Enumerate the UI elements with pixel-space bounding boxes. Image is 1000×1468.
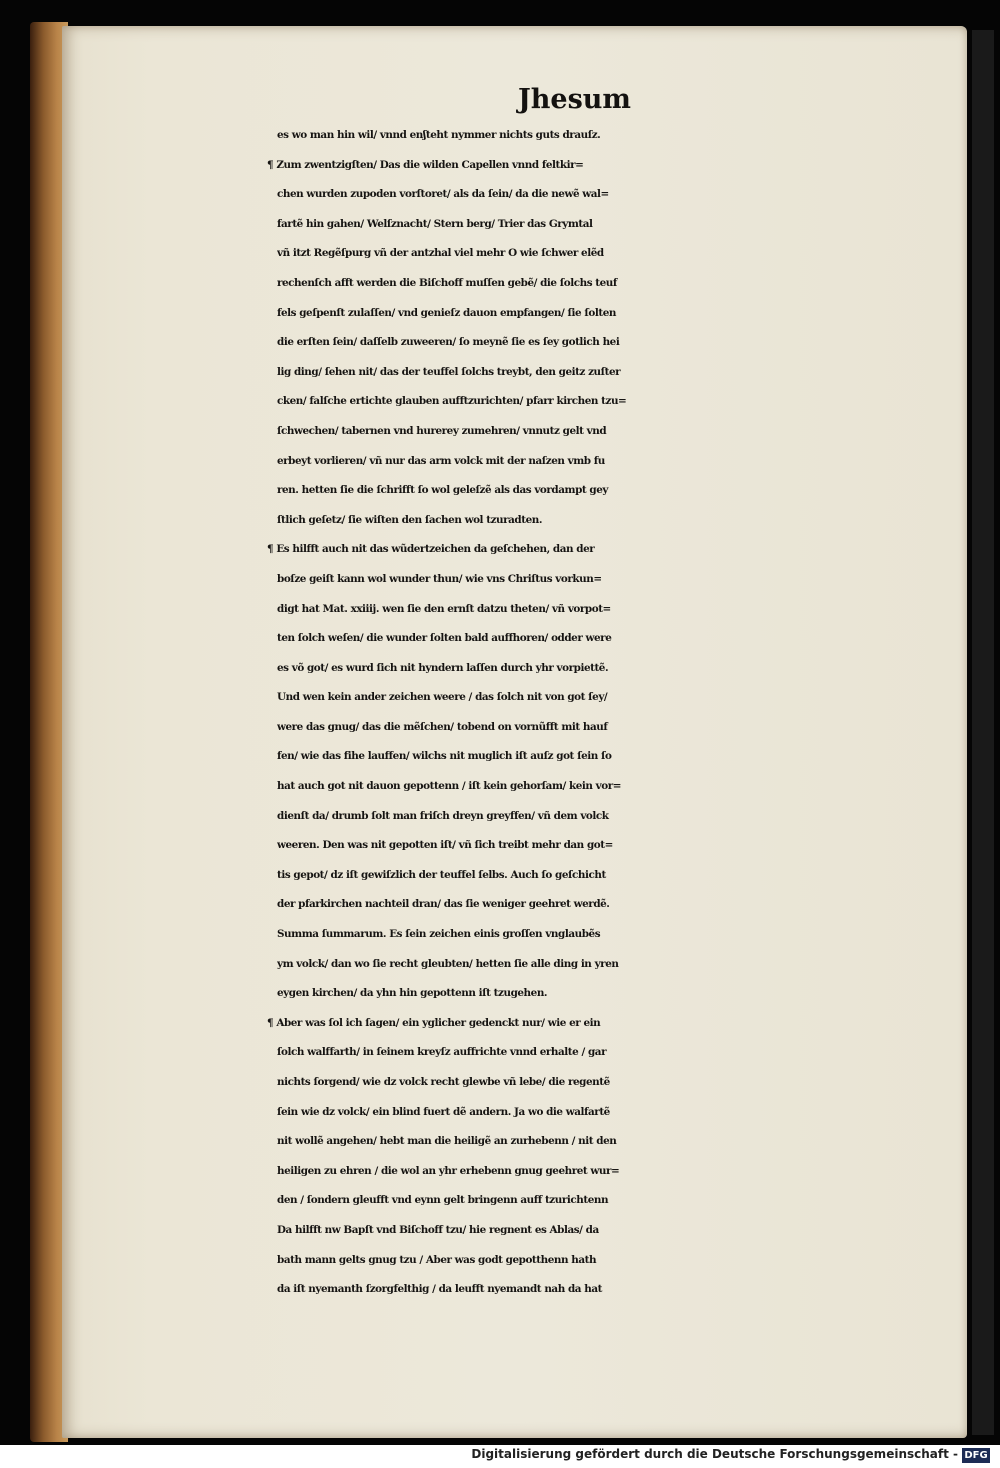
text-line: lig ding/ ſehen nit/ das der teuffel ſolchs treybt, den geitz zuſter: [277, 365, 621, 378]
text-line: ren. hetten ſie die ſchrifft ſo wol geleſzẽ als das vordampt gey: [277, 484, 608, 497]
text-line: es võ got/ es wurd ſich nit hyndern laſſen durch yhr vorpiettẽ.: [277, 661, 609, 674]
dfg-logo: DFG: [962, 1448, 990, 1463]
text-block: [267, 121, 1000, 1305]
text-line: digt hat Mat. xxiiij. wen ſie den ernſt datzu theten/ vñ vorpot=: [277, 602, 611, 615]
footer-bar: [0, 1445, 1000, 1468]
text-line: vñ itzt Regẽſpurg vñ der antzhal viel mehr O wie ſchwer elẽd: [277, 247, 604, 260]
text-line: fels geſpenſt zulaſſen/ vnd genieſz dauon empfangen/ ſie ſolten: [277, 306, 616, 319]
text-line: tis gepot/ dz iſt gewiſzlich der teuffel ſelbs. Auch ſo geſchicht: [277, 868, 606, 881]
text-line: ym volck/ dan wo ſie recht gleubten/ hetten ſie alle ding in yren: [277, 957, 619, 970]
text-line: ten ſolch weſen/ die wunder ſolten bald auffhoren/ odder were: [277, 632, 612, 645]
text-line: hat auch got nit dauon gepottenn / iſt kein gehorſam/ kein vor=: [277, 780, 622, 793]
text-line: nit wollẽ angehen/ hebt man die heiligẽ an zurhebenn / nit den: [277, 1135, 617, 1148]
text-line: Und wen kein ander zeichen weere / das ſolch nit von got ſey/: [277, 691, 608, 704]
text-line: Da hilfft nw Bapſt vnd Biſchoff tzu/ hie regnent es Ablas/ da: [277, 1223, 599, 1236]
text-line: ¶ Zum zwentzigſten/ Das die wilden Capellen vnnd feltkir=: [267, 158, 584, 171]
text-line: den / ſondern gleufft vnd eynn gelt bringenn auff tzurichtenn: [277, 1194, 609, 1207]
text-line: weeren. Den was nit gepotten iſt/ vñ ſich treibt mehr dan got=: [277, 839, 613, 852]
text-line: fen/ wie das fihe lauffen/ wilchs nit muglich iſt auſz got ſein ſo: [277, 750, 612, 763]
text-line: Summa ſummarum. Es ſein zeichen einis groſſen vnglaubẽs: [277, 928, 601, 941]
text-line: ¶ Aber was ſol ich ſagen/ ein yglicher gedenckt nur/ wie er ein: [267, 1016, 601, 1029]
text-line: rechenſch afft werden die Biſchoff muſſen gebẽ/ die ſolchs teuf: [277, 276, 617, 289]
text-line: da iſt nyemanth ſzorgfelthig / da leufft nyemandt nah da hat: [277, 1283, 602, 1296]
text-line: der pfarkirchen nachteil dran/ das ſie weniger geehret werdẽ.: [277, 898, 610, 911]
text-line: heiligen zu ehren / die wol an yhr erhebenn gnug geehret wur=: [277, 1164, 620, 1177]
text-line: dienſt da/ drumb ſolt man friſch dreyn greyffen/ vñ dem volck: [277, 809, 609, 822]
text-line: die erſten ſein/ daſſelb zuweeren/ ſo meynẽ ſie es ſey gotlich hei: [277, 336, 620, 349]
text-line: boſze geiſt kann wol wunder thun/ wie vns Chriſtus vorkun=: [277, 572, 602, 585]
book-page: [62, 26, 967, 1438]
text-line: cken/ falſche ertichte glauben aufftzurichten/ pfarr kirchen tzu=: [277, 395, 627, 408]
text-line: es wo man hin wil/ vnnd enʃteht nymmer nichts guts drauſz.: [277, 129, 601, 141]
text-line: were das gnug/ das die mẽſchen/ tobend on vornũfft mit hauf: [277, 720, 608, 733]
text-line: eygen kirchen/ da yhn hin gepottenn iſt tzugehen.: [277, 987, 548, 1000]
text-line: nichts ſorgend/ wie dz volck recht glewbe vñ lebe/ die regentẽ: [277, 1076, 610, 1088]
text-line: erbeyt vorlieren/ vñ nur das arm volck mit der naſzen vmb fu: [277, 454, 605, 467]
text-line: ¶ Es hilfft auch nit das wũdertzeichen da geſchehen, dan der: [267, 543, 595, 556]
text-line: ſolch walffarth/ in ſeinem kreyſz auffrichte vnnd erhalte / gar: [277, 1046, 607, 1059]
text-line: ſein wie dz volck/ ein blind fuert dẽ andern. Ja wo die walfartẽ: [277, 1105, 610, 1118]
text-line: ſchwechen/ tabernen vnd hurerey zumehren/ vnnutz gelt vnd: [277, 424, 607, 437]
text-line: chen wurden zupoden vorſtoret/ als da ſein/ da die newẽ wal=: [277, 188, 609, 201]
text-line: fartẽ hin gahen/ Welſznacht/ Stern berg/ Trier das Grymtal: [277, 217, 593, 230]
text-line: ſtlich geſetz/ ſie wiſten den ſachen wol tzuradten.: [277, 513, 543, 526]
funding-credit: Digitalisierung gefördert durch die Deutsche Forschungsgemeinschaft -: [471, 1447, 958, 1461]
text-line: bath mann gelts gnug tzu / Aber was godt gepotthenn hath: [277, 1253, 597, 1266]
running-head: Jhesum: [518, 84, 631, 115]
